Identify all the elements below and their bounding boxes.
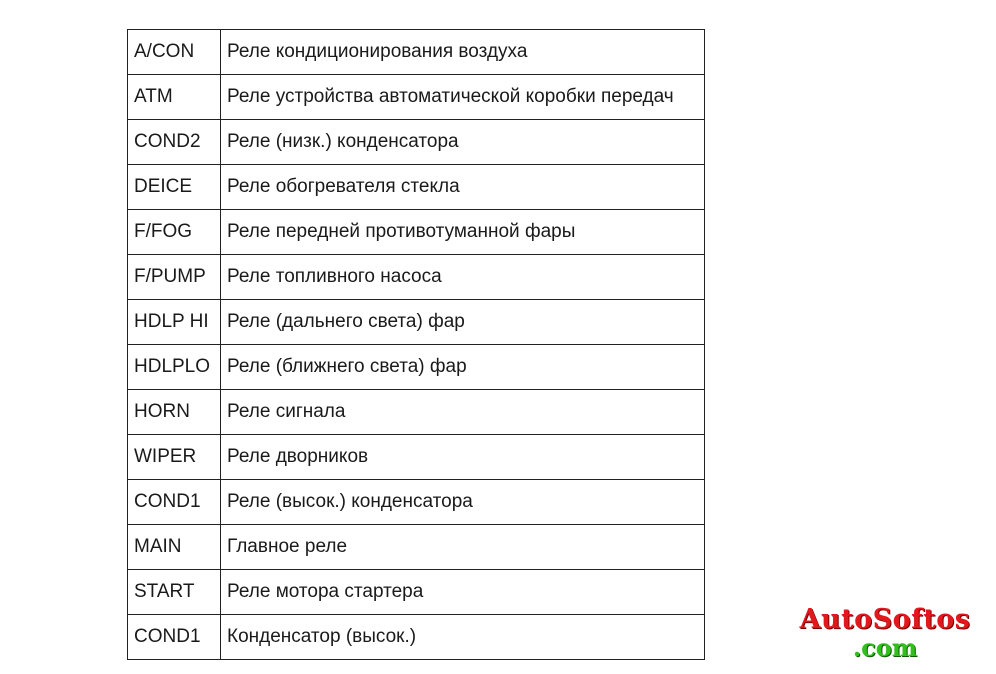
relay-code: COND1 (128, 615, 221, 660)
relay-code: COND2 (128, 120, 221, 165)
table-row (128, 480, 705, 525)
table-row (128, 165, 705, 210)
relay-code: WIPER (128, 435, 221, 480)
relay-code: DEICE (128, 165, 221, 210)
table-row (128, 345, 705, 390)
relay-code: F/FOG (128, 210, 221, 255)
relay-code: A/CON (128, 30, 221, 75)
table-row (128, 210, 705, 255)
relay-code: HDLP HI (128, 300, 221, 345)
watermark-domain: .com (852, 633, 918, 662)
table-row (128, 435, 705, 480)
relay-description: Реле (низк.) конденсатора (221, 120, 705, 165)
relay-code: HDLPLO (128, 345, 221, 390)
relay-code: MAIN (128, 525, 221, 570)
relay-table (127, 29, 705, 660)
table-row (128, 30, 705, 75)
relay-description: Реле (дальнего света) фар (221, 300, 705, 345)
relay-description: Реле (высок.) конденсатора (221, 480, 705, 525)
relay-description: Реле (ближнего света) фар (221, 345, 705, 390)
relay-code: START (128, 570, 221, 615)
relay-description: Конденсатор (высок.) (221, 615, 705, 660)
relay-description: Реле топливного насоса (221, 255, 705, 300)
relay-code: F/PUMP (128, 255, 221, 300)
relay-description: Реле устройства автоматической коробки передач (221, 75, 705, 120)
watermark-brand: AutoSoftos (799, 604, 971, 635)
relay-description: Реле сигнала (221, 390, 705, 435)
table-row (128, 300, 705, 345)
table-row (128, 570, 705, 615)
table-row (128, 525, 705, 570)
table-row (128, 120, 705, 165)
relay-description: Реле мотора стартера (221, 570, 705, 615)
table-row (128, 75, 705, 120)
table-row (128, 255, 705, 300)
relay-description: Реле передней противотуманной фары (221, 210, 705, 255)
watermark-logo (790, 606, 980, 660)
relay-description: Реле обогревателя стекла (221, 165, 705, 210)
relay-code: ATM (128, 75, 221, 120)
table-row (128, 615, 705, 660)
relay-code: HORN (128, 390, 221, 435)
table-row (128, 390, 705, 435)
relay-code: COND1 (128, 480, 221, 525)
relay-description: Реле дворников (221, 435, 705, 480)
relay-description: Главное реле (221, 525, 705, 570)
relay-description: Реле кондиционирования воздуха (221, 30, 705, 75)
